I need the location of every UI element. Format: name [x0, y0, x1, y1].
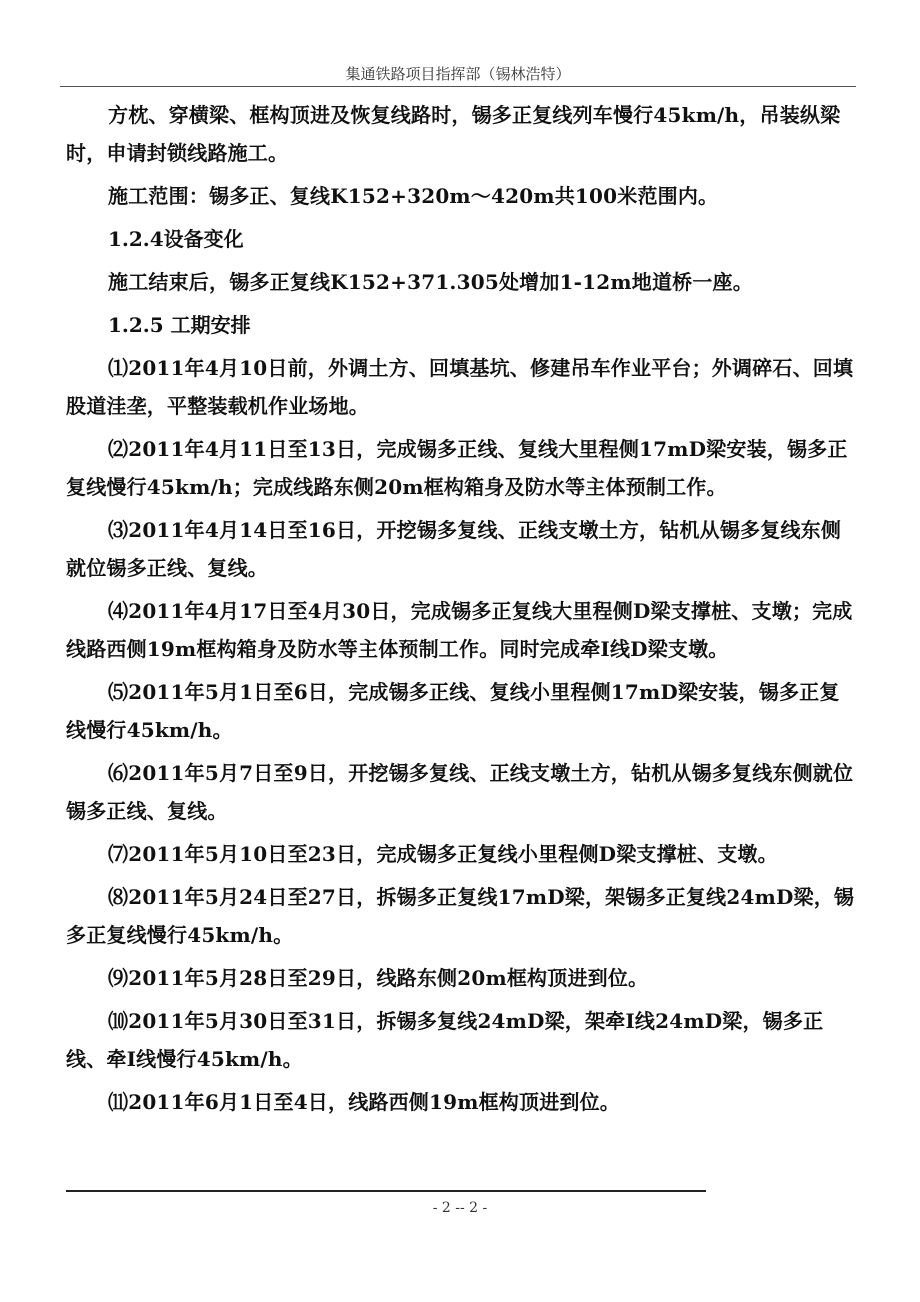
section-heading-schedule: 1.2.5 工期安排	[108, 313, 251, 337]
schedule-item: ⑷2011年4月17日至4月30日，完成锡多正复线大里程侧D梁支撑桩、支墩；完成线路西侧19m框构箱身及防水等主体预制工作。同时完成牵Ⅰ线D梁支墩。	[66, 599, 853, 661]
document-body	[66, 96, 856, 1126]
paragraph-construction-note: 方枕、穿横梁、框构顶进及恢复线路时，锡多正复线列车慢行45km/h，吊装纵梁时，申请封锁线路施工。	[66, 103, 841, 165]
schedule-item: ⑺2011年5月10日至23日，完成锡多正复线小里程侧D梁支撑桩、支墩。	[108, 842, 778, 866]
schedule-item: ⑻2011年5月24日至27日，拆锡多正复线17mD梁，架锡多正复线24mD梁，锡多正复线慢行45km/h。	[66, 885, 855, 947]
schedule-item: ⑽2011年5月30日至31日，拆锡多复线24mD梁，架牵Ⅰ线24mD梁，锡多正线、牵Ⅰ线慢行45km/h。	[66, 1009, 824, 1071]
header-divider	[60, 86, 856, 87]
schedule-item: ⑶2011年4月14日至16日，开挖锡多复线、正线支墩土方，钻机从锡多复线东侧就位锡多正线、复线。	[66, 518, 842, 580]
schedule-item: ⑾2011年6月1日至4日，线路西侧19m框构顶进到位。	[108, 1090, 621, 1114]
page-header: 集通铁路项目指挥部（锡林浩特）	[345, 65, 571, 83]
schedule-item: ⑼2011年5月28日至29日，线路东侧20m框构顶进到位。	[108, 966, 649, 990]
schedule-item: ⑹2011年5月7日至9日，开挖锡多复线、正线支墩土方，钻机从锡多复线东侧就位锡多正线、复线。	[66, 761, 854, 823]
schedule-item: ⑸2011年5月1日至6日，完成锡多正线、复线小里程侧17mD梁安装，锡多正复线慢行45km/h。	[66, 680, 840, 742]
schedule-item: ⑵2011年4月11日至13日，完成锡多正线、复线大里程侧17mD梁安装，锡多正复线慢行45km/h；完成线路东侧20m框构箱身及防水等主体预制工作。	[66, 437, 848, 499]
page-number: - 2 -- 2 -	[432, 1200, 488, 1216]
paragraph-equipment-change: 施工结束后，锡多正复线K152+371.305处增加1-12m地道桥一座。	[108, 270, 753, 294]
schedule-item: ⑴2011年4月10日前，外调土方、回填基坑、修建吊车作业平台；外调碎石、回填股道洼垄，平整装载机作业场地。	[66, 356, 854, 418]
paragraph-construction-range: 施工范围：锡多正、复线K152+320m～420m共100米范围内。	[108, 184, 719, 208]
footer-divider	[66, 1190, 706, 1192]
section-heading-equipment-change: 1.2.4设备变化	[108, 227, 244, 251]
